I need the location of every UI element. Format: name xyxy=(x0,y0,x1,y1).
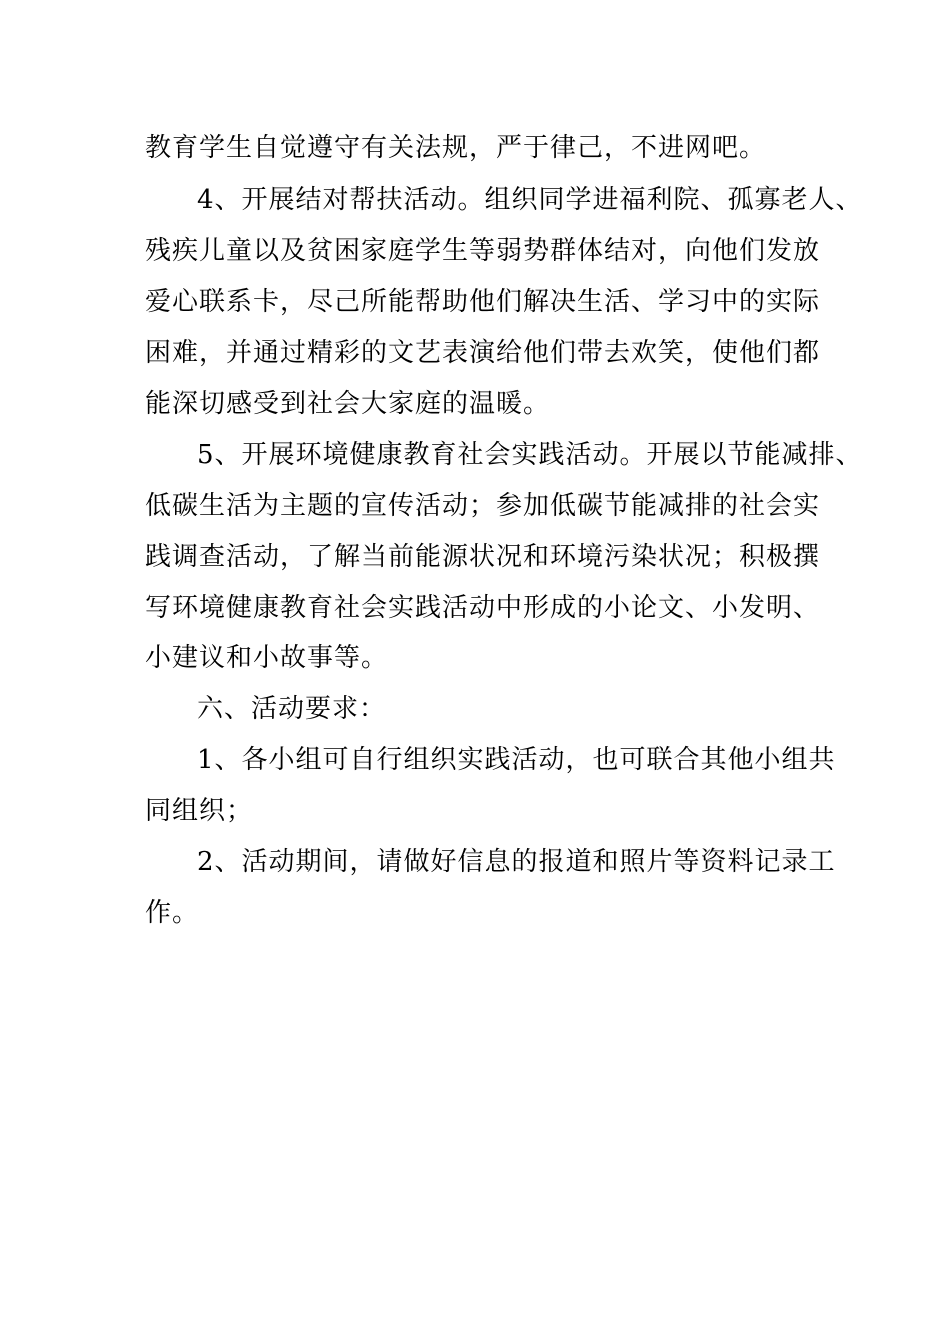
paragraph-5-line-1: 5、开展环境健康教育社会实践活动。开展以节能减排、 xyxy=(197,440,863,470)
requirement-1-line-1: 1、各小组可自行组织实践活动，也可联合其他小组共 xyxy=(197,745,836,775)
paragraph-4-line-4: 困难，并通过精彩的文艺表演给他们带去欢笑，使他们都 xyxy=(145,338,821,368)
paragraph-4-line-1: 4、开展结对帮扶活动。组织同学进福利院、孤寡老人、 xyxy=(197,185,863,215)
paragraph-5-line-3: 践调查活动，了解当前能源状况和环境污染状况；积极撰 xyxy=(145,542,821,572)
requirement-1-line-2: 同组织； xyxy=(145,796,254,826)
paragraph-5-line-4: 写环境健康教育社会实践活动中形成的小论文、小发明、 xyxy=(145,593,821,623)
paragraph-4-line-3: 爱心联系卡，尽己所能帮助他们解决生活、学习中的实际 xyxy=(145,287,821,317)
section-heading-activity-requirements: 六、活动要求： xyxy=(197,694,387,724)
paragraph-line-continuation: 教育学生自觉遵守有关法规，严于律己，不进网吧。 xyxy=(145,133,767,163)
paragraph-5-line-2: 低碳生活为主题的宣传活动；参加低碳节能减排的社会实 xyxy=(145,491,821,521)
paragraph-4-line-2: 残疾儿童以及贫困家庭学生等弱势群体结对，向他们发放 xyxy=(145,236,821,266)
paragraph-5-line-5: 小建议和小故事等。 xyxy=(145,643,389,673)
paragraph-4-line-5: 能深切感受到社会大家庭的温暖。 xyxy=(145,389,551,419)
requirement-2-line-2: 作。 xyxy=(145,898,200,928)
requirement-2-line-1: 2、活动期间，请做好信息的报道和照片等资料记录工 xyxy=(197,847,836,877)
